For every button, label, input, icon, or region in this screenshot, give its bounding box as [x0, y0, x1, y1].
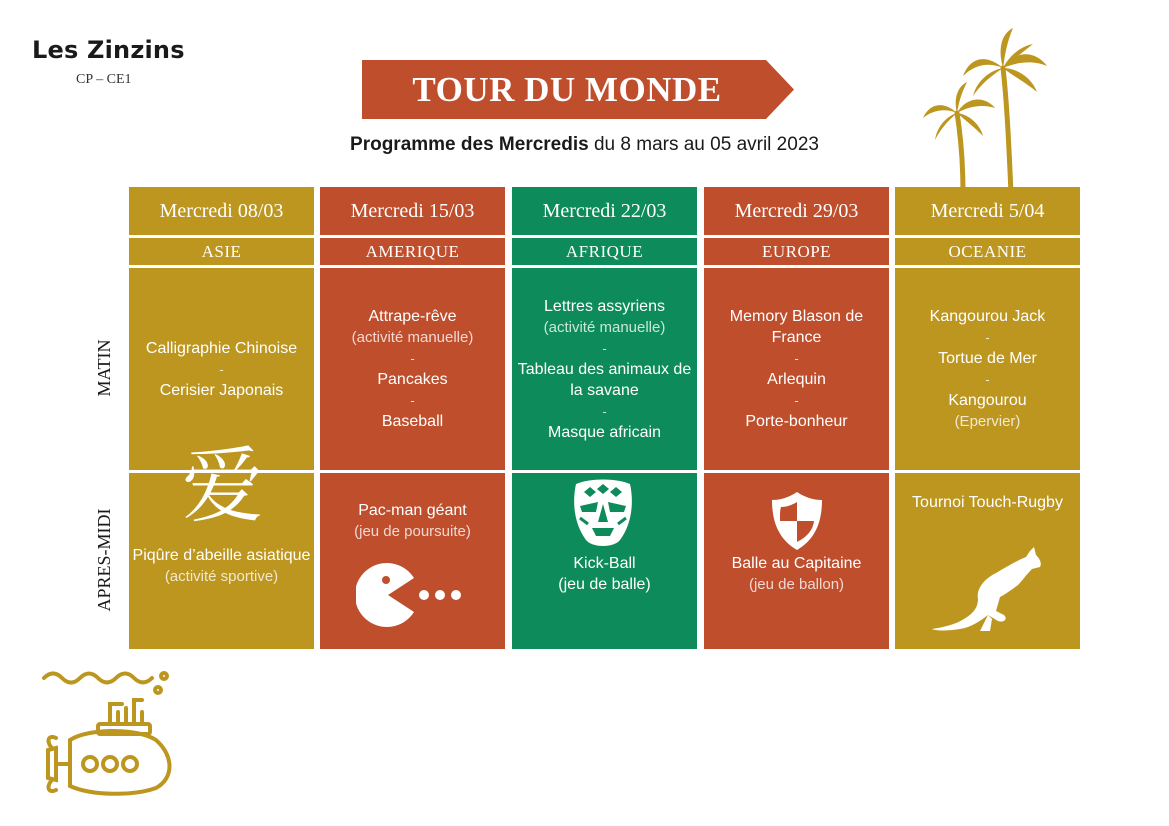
separator-dash: -: [219, 361, 224, 377]
activity-text: Memory Blason de France: [729, 308, 864, 346]
afternoon-activity-afrique: [512, 553, 697, 595]
activity-text: Masque africain: [548, 423, 661, 441]
activity-text: (jeu de balle): [558, 576, 651, 593]
morning-cell-oceanie: [895, 268, 1080, 470]
activity-text: (activité sportive): [164, 568, 279, 585]
palm-trees-icon: [915, 28, 1060, 193]
morning-cell-amerique: [320, 268, 505, 470]
separator-dash: -: [985, 330, 990, 345]
day-header-afrique: Mercredi 22/03: [512, 187, 697, 235]
separator-dash: -: [985, 372, 990, 387]
separator-dash: -: [602, 403, 607, 419]
activity-text: Balle au Capitaine: [731, 555, 862, 572]
morning-cell-afrique: [512, 268, 697, 470]
day-header-oceanie: Mercredi 5/04: [895, 187, 1080, 235]
activity-text: Attrape-rêve: [368, 308, 457, 325]
separator-dash: -: [602, 340, 607, 356]
activity-text: Kick-Ball: [573, 555, 636, 572]
submarine-icon: [38, 668, 178, 798]
activity-text: Tableau des animaux de la savane: [517, 360, 692, 399]
activity-text: (Epervier): [954, 413, 1021, 430]
afternoon-activity-oceanie: [895, 492, 1080, 513]
row-label-afternoon: APRES-MIDI: [94, 508, 114, 612]
row-label-morning: MATIN: [94, 339, 114, 397]
separator-dash: -: [794, 393, 799, 408]
activity-text: Baseball: [381, 413, 444, 430]
activity-text: (jeu de poursuite): [354, 523, 471, 540]
subtitle-dates: du 8 mars au 05 avril 2023: [588, 134, 819, 155]
activity-text: (jeu de ballon): [748, 576, 845, 593]
afternoon-activity-asie: [129, 545, 314, 587]
afternoon-activity-europe: [704, 553, 889, 595]
activity-text: Tournoi Touch-Rugby: [912, 494, 1063, 511]
continent-label-oceanie: OCEANIE: [895, 238, 1080, 265]
activity-text: Pancakes: [377, 371, 448, 388]
separator-dash: -: [410, 393, 415, 408]
activity-text: Pac-man géant: [358, 502, 467, 519]
day-header-amerique: Mercredi 15/03: [320, 187, 505, 235]
activity-text: (activité manuelle): [351, 329, 474, 346]
separator-dash: -: [794, 351, 799, 366]
activity-text: Cerisier Japonais: [159, 381, 284, 399]
activity-text: Arlequin: [767, 371, 826, 388]
activity-text: Lettres assyriens: [544, 297, 665, 315]
continent-label-europe: EUROPE: [704, 238, 889, 265]
activity-text: Porte-bonheur: [745, 413, 848, 430]
morning-cell-europe: [704, 268, 889, 470]
activity-text: Kangourou: [948, 392, 1027, 409]
african-mask-icon: [570, 478, 636, 552]
brand-title: Les Zinzins: [32, 36, 185, 64]
afternoon-activity-amerique: [320, 500, 505, 542]
activity-text: (activité manuelle): [543, 318, 666, 336]
separator-dash: -: [410, 351, 415, 366]
class-level: CP – CE1: [76, 72, 132, 87]
activity-text: Kangourou Jack: [929, 308, 1046, 325]
banner-title: TOUR DU MONDE: [412, 69, 722, 109]
day-header-europe: Mercredi 29/03: [704, 187, 889, 235]
day-header-asie: Mercredi 08/03: [129, 187, 314, 235]
activity-text: Piqûre d’abeille asiatique: [132, 547, 311, 564]
shield-icon: [770, 490, 824, 552]
chinese-love-character-icon: 爱: [182, 439, 265, 534]
pacman-icon: [356, 560, 466, 630]
continent-label-afrique: AFRIQUE: [512, 238, 697, 265]
activity-text: Calligraphie Chinoise: [145, 339, 298, 357]
subtitle-bold: Programme des Mercredis: [350, 134, 589, 155]
activity-text: Tortue de Mer: [938, 350, 1037, 367]
continent-label-amerique: AMERIQUE: [320, 238, 505, 265]
kangaroo-icon: [930, 545, 1045, 635]
continent-label-asie: ASIE: [129, 238, 314, 265]
